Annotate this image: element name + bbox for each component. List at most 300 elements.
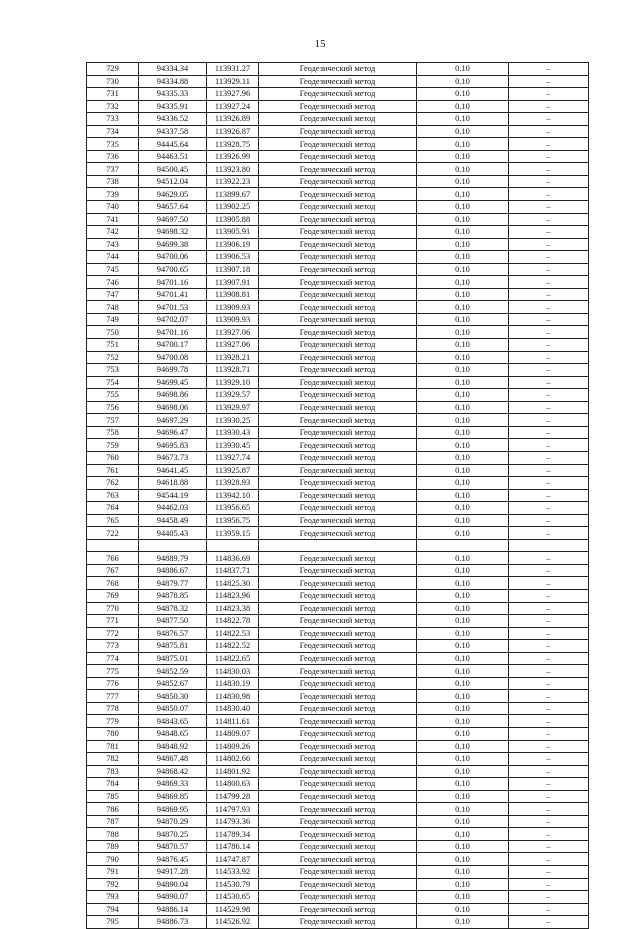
x-coordinate-cell: 94702.07 [139,313,207,326]
method-cell: Геодезический метод [259,88,417,101]
table-row [87,489,589,502]
table-row [87,539,589,552]
point-number-cell: 778 [87,702,139,715]
table-row [87,113,589,126]
method-cell: Геодезический метод [259,866,417,879]
point-number-cell: 782 [87,753,139,766]
point-number-cell: 750 [87,326,139,339]
method-cell: Геодезический метод [259,815,417,828]
table-row [87,652,589,665]
y-coordinate-cell: 113931.27 [207,63,259,76]
x-coordinate-cell: 94886.67 [139,564,207,577]
point-number-cell: 763 [87,489,139,502]
accuracy-cell: 0.10 [417,690,509,703]
method-cell: Геодезический метод [259,288,417,301]
table-row [87,175,589,188]
accuracy-cell: 0.10 [417,514,509,527]
table-row [87,201,589,214]
note-cell: – [509,401,589,414]
x-coordinate-cell: 94850.07 [139,702,207,715]
x-coordinate-cell: 94699.45 [139,376,207,389]
x-coordinate-cell: 94699.78 [139,364,207,377]
accuracy-cell: 0.10 [417,702,509,715]
accuracy-cell: 0.10 [417,753,509,766]
accuracy-cell: 0.10 [417,640,509,653]
note-cell: – [509,364,589,377]
method-cell: Геодезический метод [259,564,417,577]
point-number-cell: 731 [87,88,139,101]
method-cell: Геодезический метод [259,652,417,665]
y-coordinate-cell: 114789.34 [207,828,259,841]
y-coordinate-cell: 113906.53 [207,251,259,264]
method-cell: Геодезический метод [259,163,417,176]
accuracy-cell: 0.10 [417,288,509,301]
x-coordinate-cell: 94695.83 [139,439,207,452]
method-cell: Геодезический метод [259,188,417,201]
accuracy-cell: 0.10 [417,489,509,502]
table-row [87,627,589,640]
x-coordinate-cell: 94870.29 [139,815,207,828]
method-cell: Геодезический метод [259,502,417,515]
y-coordinate-cell: 114823.96 [207,589,259,602]
accuracy-cell: 0.10 [417,840,509,853]
note-cell: – [509,201,589,214]
note-cell: – [509,288,589,301]
y-coordinate-cell: 114799.28 [207,790,259,803]
note-cell: – [509,339,589,352]
table-row [87,263,589,276]
y-coordinate-cell: 114830.19 [207,677,259,690]
y-coordinate-cell: 113926.87 [207,125,259,138]
y-coordinate-cell: 113927.06 [207,339,259,352]
method-cell: Геодезический метод [259,276,417,289]
note-cell: – [509,589,589,602]
note-cell: – [509,564,589,577]
table-row [87,364,589,377]
x-coordinate-cell: 94700.08 [139,351,207,364]
table-row [87,125,589,138]
point-number-cell: 779 [87,715,139,728]
accuracy-cell: 0.10 [417,602,509,615]
table-row [87,339,589,352]
table-row [87,878,589,891]
table-row [87,188,589,201]
accuracy-cell: 0.10 [417,677,509,690]
table-row [87,138,589,151]
y-coordinate-cell: 114801.92 [207,765,259,778]
x-coordinate-cell: 94875.81 [139,640,207,653]
table-row [87,514,589,527]
note-cell: – [509,301,589,314]
x-coordinate-cell: 94701.41 [139,288,207,301]
method-cell: Геодезический метод [259,75,417,88]
table-row [87,803,589,816]
method-cell: Геодезический метод [259,740,417,753]
point-number-cell: 765 [87,514,139,527]
point-number-cell: 784 [87,778,139,791]
x-coordinate-cell: 94869.85 [139,790,207,803]
table-row [87,640,589,653]
note-cell: – [509,175,589,188]
y-coordinate-cell: 113929.10 [207,376,259,389]
accuracy-cell: 0.10 [417,313,509,326]
method-cell: Геодезический метод [259,577,417,590]
point-number-cell: 783 [87,765,139,778]
note-cell: – [509,903,589,916]
note-cell: – [509,150,589,163]
table-row [87,163,589,176]
y-coordinate-cell: 113929.97 [207,401,259,414]
accuracy-cell: 0.10 [417,213,509,226]
method-cell: Геодезический метод [259,477,417,490]
note-cell: – [509,853,589,866]
y-coordinate-cell: 114830.40 [207,702,259,715]
y-coordinate-cell: 114837.71 [207,564,259,577]
x-coordinate-cell: 94700.06 [139,251,207,264]
x-coordinate-cell: 94701.53 [139,301,207,314]
point-number-cell: 741 [87,213,139,226]
y-coordinate-cell: 114786.14 [207,840,259,853]
x-coordinate-cell: 94876.57 [139,627,207,640]
y-coordinate-cell: 114830.98 [207,690,259,703]
y-coordinate-cell: 113959.15 [207,527,259,540]
table-row [87,414,589,427]
method-cell: Геодезический метод [259,765,417,778]
accuracy-cell: 0.10 [417,88,509,101]
table-row [87,213,589,226]
note-cell: – [509,753,589,766]
note-cell: – [509,351,589,364]
table-row [87,351,589,364]
note-cell: – [509,238,589,251]
table-row [87,564,589,577]
table-row [87,389,589,402]
accuracy-cell: 0.10 [417,226,509,239]
x-coordinate-cell: 94697.50 [139,213,207,226]
table-row [87,527,589,540]
table-row [87,577,589,590]
x-coordinate-cell: 94870.57 [139,840,207,853]
x-coordinate-cell: 94500.45 [139,163,207,176]
y-coordinate-cell: 113927.06 [207,326,259,339]
table-row [87,840,589,853]
method-cell: Геодезический метод [259,753,417,766]
y-coordinate-cell: 113929.57 [207,389,259,402]
accuracy-cell: 0.10 [417,878,509,891]
table-row [87,866,589,879]
x-coordinate-cell: 94886.14 [139,903,207,916]
point-number-cell: 748 [87,301,139,314]
point-number-cell: 762 [87,477,139,490]
y-coordinate-cell: 114830.03 [207,665,259,678]
note-cell: – [509,313,589,326]
table-row [87,100,589,113]
x-coordinate-cell: 94701.16 [139,326,207,339]
note-cell [509,539,589,552]
table-row [87,753,589,766]
accuracy-cell: 0.10 [417,263,509,276]
y-coordinate-cell: 113909.93 [207,313,259,326]
point-number-cell: 744 [87,251,139,264]
method-cell: Геодезический метод [259,727,417,740]
note-cell: – [509,602,589,615]
note-cell: – [509,640,589,653]
note-cell: – [509,878,589,891]
accuracy-cell: 0.10 [417,778,509,791]
y-coordinate-cell: 114825.30 [207,577,259,590]
point-number-cell: 764 [87,502,139,515]
table-row [87,313,589,326]
x-coordinate-cell: 94700.65 [139,263,207,276]
table-row [87,276,589,289]
y-coordinate-cell: 113908.81 [207,288,259,301]
y-coordinate-cell: 113930.45 [207,439,259,452]
method-cell: Геодезический метод [259,778,417,791]
point-number-cell: 787 [87,815,139,828]
accuracy-cell: 0.10 [417,715,509,728]
note-cell: – [509,828,589,841]
note-cell: – [509,477,589,490]
accuracy-cell: 0.10 [417,75,509,88]
method-cell: Геодезический метод [259,489,417,502]
method-cell: Геодезический метод [259,690,417,703]
method-cell: Геодезический метод [259,790,417,803]
accuracy-cell: 0.10 [417,426,509,439]
point-number-cell: 761 [87,464,139,477]
table-row [87,88,589,101]
point-number-cell: 793 [87,891,139,904]
accuracy-cell: 0.10 [417,803,509,816]
table-row [87,439,589,452]
x-coordinate-cell: 94852.59 [139,665,207,678]
x-coordinate-cell: 94875.01 [139,652,207,665]
table-row [87,75,589,88]
method-cell: Геодезический метод [259,364,417,377]
y-coordinate-cell: 113902.25 [207,201,259,214]
point-number-cell: 789 [87,840,139,853]
note-cell: – [509,790,589,803]
table-row [87,665,589,678]
x-coordinate-cell [139,539,207,552]
x-coordinate-cell: 94870.25 [139,828,207,841]
note-cell: – [509,63,589,76]
note-cell: – [509,213,589,226]
point-number-cell: 781 [87,740,139,753]
method-cell: Геодезический метод [259,326,417,339]
point-number-cell: 743 [87,238,139,251]
y-coordinate-cell: 114822.78 [207,615,259,628]
x-coordinate-cell: 94917.28 [139,866,207,879]
x-coordinate-cell: 94879.77 [139,577,207,590]
accuracy-cell: 0.10 [417,727,509,740]
x-coordinate-cell: 94698.06 [139,401,207,414]
x-coordinate-cell: 94641.45 [139,464,207,477]
table-row [87,853,589,866]
point-number-cell: 737 [87,163,139,176]
table-row [87,226,589,239]
method-cell: Геодезический метод [259,615,417,628]
y-coordinate-cell: 113906.19 [207,238,259,251]
x-coordinate-cell: 94869.95 [139,803,207,816]
note-cell: – [509,627,589,640]
x-coordinate-cell: 94850.30 [139,690,207,703]
accuracy-cell: 0.10 [417,163,509,176]
accuracy-cell: 0.10 [417,615,509,628]
y-coordinate-cell: 113956.75 [207,514,259,527]
point-number-cell: 742 [87,226,139,239]
accuracy-cell: 0.10 [417,100,509,113]
point-number-cell: 732 [87,100,139,113]
table-row [87,615,589,628]
x-coordinate-cell: 94878.32 [139,602,207,615]
method-cell: Геодезический метод [259,828,417,841]
x-coordinate-cell: 94878.85 [139,589,207,602]
method-cell: Геодезический метод [259,514,417,527]
point-number-cell: 788 [87,828,139,841]
note-cell: – [509,138,589,151]
table-row [87,326,589,339]
method-cell: Геодезический метод [259,803,417,816]
method-cell: Геодезический метод [259,702,417,715]
x-coordinate-cell: 94697.29 [139,414,207,427]
point-number-cell: 752 [87,351,139,364]
page-number: 15 [314,38,326,50]
method-cell: Геодезический метод [259,414,417,427]
point-number-cell: 730 [87,75,139,88]
method-cell: Геодезический метод [259,401,417,414]
accuracy-cell: 0.10 [417,866,509,879]
y-coordinate-cell [207,539,259,552]
table-row [87,401,589,414]
method-cell: Геодезический метод [259,527,417,540]
y-coordinate-cell: 114797.93 [207,803,259,816]
accuracy-cell: 0.10 [417,364,509,377]
table-row [87,552,589,565]
y-coordinate-cell: 113905.91 [207,226,259,239]
accuracy-cell: 0.10 [417,113,509,126]
y-coordinate-cell: 113923.80 [207,163,259,176]
accuracy-cell: 0.10 [417,916,509,929]
table-row [87,602,589,615]
y-coordinate-cell: 113930.43 [207,426,259,439]
method-cell: Геодезический метод [259,426,417,439]
accuracy-cell: 0.10 [417,175,509,188]
point-number-cell: 758 [87,426,139,439]
y-coordinate-cell: 113929.11 [207,75,259,88]
y-coordinate-cell: 114822.53 [207,627,259,640]
point-number-cell: 757 [87,414,139,427]
x-coordinate-cell: 94876.45 [139,853,207,866]
table-row [87,301,589,314]
note-cell: – [509,489,589,502]
y-coordinate-cell: 114802.66 [207,753,259,766]
note-cell: – [509,502,589,515]
point-number-cell: 777 [87,690,139,703]
table-row [87,916,589,929]
x-coordinate-cell: 94890.04 [139,878,207,891]
y-coordinate-cell: 113927.24 [207,100,259,113]
y-coordinate-cell: 114530.79 [207,878,259,891]
x-coordinate-cell: 94618.88 [139,477,207,490]
y-coordinate-cell: 114836.69 [207,552,259,565]
table-row [87,288,589,301]
table-row [87,426,589,439]
x-coordinate-cell: 94701.16 [139,276,207,289]
point-number-cell: 729 [87,63,139,76]
y-coordinate-cell: 113899.67 [207,188,259,201]
y-coordinate-cell: 113926.99 [207,150,259,163]
y-coordinate-cell: 113942.10 [207,489,259,502]
y-coordinate-cell: 114530.65 [207,891,259,904]
x-coordinate-cell: 94848.92 [139,740,207,753]
x-coordinate-cell: 94458.49 [139,514,207,527]
accuracy-cell: 0.10 [417,589,509,602]
point-number-cell: 770 [87,602,139,615]
point-number-cell: 785 [87,790,139,803]
note-cell: – [509,163,589,176]
method-cell: Геодезический метод [259,251,417,264]
point-number-cell: 734 [87,125,139,138]
point-number-cell: 780 [87,727,139,740]
point-number-cell: 756 [87,401,139,414]
y-coordinate-cell: 114811.61 [207,715,259,728]
point-number-cell: 790 [87,853,139,866]
x-coordinate-cell: 94889.79 [139,552,207,565]
table-row [87,63,589,76]
note-cell: – [509,226,589,239]
accuracy-cell: 0.10 [417,627,509,640]
accuracy-cell: 0.10 [417,765,509,778]
note-cell: – [509,916,589,929]
note-cell: – [509,815,589,828]
table-row [87,502,589,515]
point-number-cell: 794 [87,903,139,916]
method-cell: Геодезический метод [259,63,417,76]
y-coordinate-cell: 113927.74 [207,451,259,464]
y-coordinate-cell: 113928.93 [207,477,259,490]
accuracy-cell: 0.10 [417,125,509,138]
y-coordinate-cell: 114533.92 [207,866,259,879]
point-number-cell [87,539,139,552]
method-cell: Геодезический метод [259,439,417,452]
note-cell: – [509,276,589,289]
table-row [87,903,589,916]
method-cell: Геодезический метод [259,715,417,728]
y-coordinate-cell: 113928.71 [207,364,259,377]
note-cell: – [509,188,589,201]
table-row [87,150,589,163]
accuracy-cell: 0.10 [417,451,509,464]
x-coordinate-cell: 94868.42 [139,765,207,778]
note-cell: – [509,100,589,113]
x-coordinate-cell: 94700.17 [139,339,207,352]
y-coordinate-cell: 114529.98 [207,903,259,916]
note-cell: – [509,615,589,628]
point-number-cell: 771 [87,615,139,628]
method-cell: Геодезический метод [259,113,417,126]
method-cell: Геодезический метод [259,339,417,352]
accuracy-cell: 0.10 [417,552,509,565]
accuracy-cell: 0.10 [417,326,509,339]
accuracy-cell: 0.10 [417,301,509,314]
x-coordinate-cell: 94334.34 [139,63,207,76]
accuracy-cell: 0.10 [417,238,509,251]
note-cell: – [509,740,589,753]
table-row [87,828,589,841]
note-cell: – [509,690,589,703]
x-coordinate-cell: 94877.50 [139,615,207,628]
y-coordinate-cell: 113930.25 [207,414,259,427]
